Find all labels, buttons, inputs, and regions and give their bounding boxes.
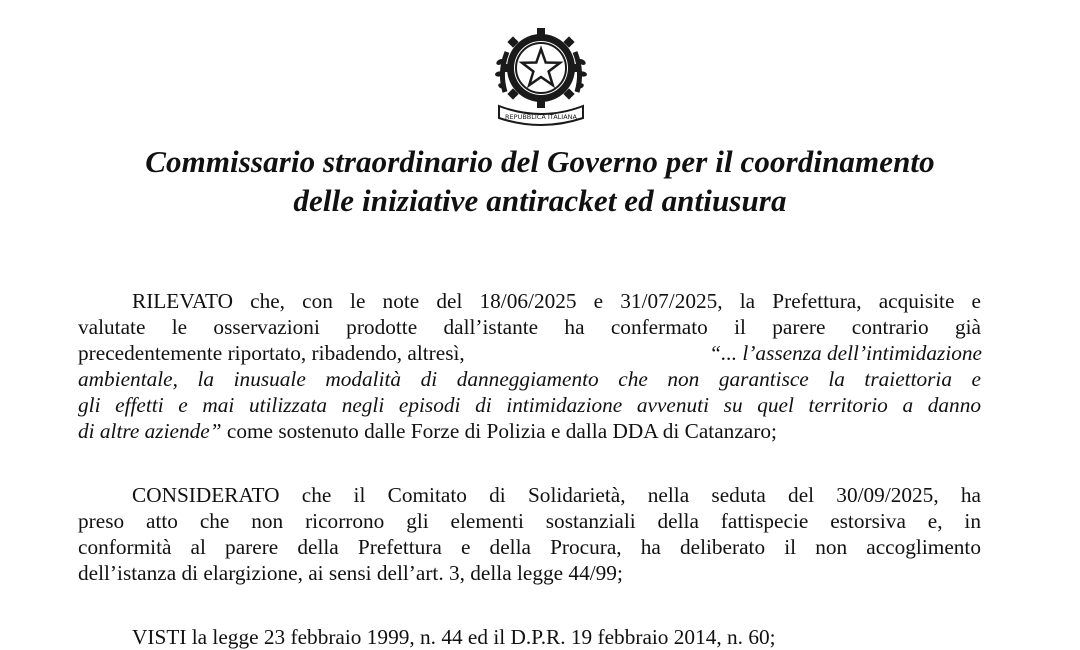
paragraph-1-line-6-text: come sostenuto dalle Forze di Polizia e dalla DDA di Catanzaro; [221, 419, 777, 443]
paragraph-1-line-2: valutate le osservazioni prodotte dall’istante ha confermato il parere contrario già [78, 315, 981, 339]
paragraph-1-line-3a: precedentemente riportato, ribadendo, altresì, [78, 341, 465, 365]
emblem-ribbon-text: REPUBBLICA ITALIANA [505, 113, 577, 121]
paragraph-2-line-2: preso atto che non ricorrono gli elementi sostanziali della fattispecie estorsiva e, in [78, 509, 981, 533]
paragraph-1-quote-start: “... l’assenza dell’intimidazione [709, 341, 982, 365]
paragraph-1-line-1: RILEVATO che, con le note del 18/06/2025 e 31/07/2025, la Prefettura, acquisite e [132, 289, 981, 313]
page-title-line-2: delle iniziative antiracket ed antiusura [293, 183, 787, 218]
paragraph-2-line-1: CONSIDERATO che il Comitato di Solidarietà, nella seduta del 30/09/2025, ha [132, 483, 981, 507]
emblem [491, 22, 591, 130]
paragraph-1-line-5: gli effetti e mai utilizzata negli episodi di intimidazione avvenuti su quel territorio a danno [78, 393, 981, 417]
paragraph-2-line-3: conformità al parere della Prefettura e della Procura, ha deliberato il non accoglimento [78, 535, 981, 559]
paragraph-2-line-4: dell’istanza di elargizione, ai sensi dell’art. 3, della legge 44/99; [78, 561, 623, 585]
page-title-line-1: Commissario straordinario del Governo per il coordinamento [145, 144, 935, 179]
paragraph-1-line-6 [78, 418, 777, 444]
paragraph-1-quote-end: di altre aziende” [78, 419, 222, 443]
paragraph-3-line-1: VISTI la legge 23 febbraio 1999, n. 44 ed il D.P.R. 19 febbraio 2014, n. 60; [132, 625, 776, 649]
paragraph-1-line-4: ambientale, la inusuale modalità di danneggiamento che non garantisce la traiettoria e [78, 367, 981, 391]
